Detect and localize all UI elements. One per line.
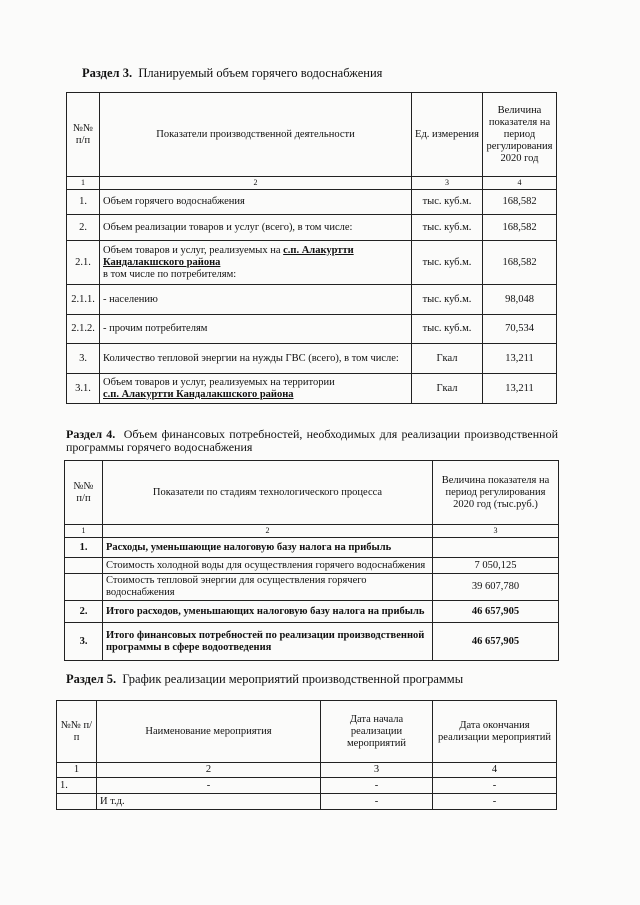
row-num: 2.1.	[67, 241, 100, 285]
row-value: 168,582	[483, 190, 557, 215]
row-value: 98,048	[483, 285, 557, 315]
row-num: 1.	[57, 778, 97, 794]
row-unit: тыс. куб.м.	[412, 190, 483, 215]
row-unit: Гкал	[412, 374, 483, 404]
row-value: 46 657,905	[433, 623, 559, 661]
row-name: Объем горячего водоснабжения	[100, 190, 412, 215]
table-row	[67, 241, 557, 285]
row-name: Объем реализации товаров и услуг (всего), в том числе:	[100, 215, 412, 241]
table-header-row	[57, 701, 557, 763]
header-num: №№ п/п	[67, 93, 100, 177]
table-row	[57, 794, 557, 810]
row-name: - прочим потребителям	[100, 315, 412, 344]
row-name-part: Объем товаров и услуг, реализуемых на	[103, 244, 281, 256]
row-start-date: -	[321, 794, 433, 810]
settlement-name: с.п. Алакуртти Кандалакшского района	[103, 244, 354, 268]
table-row	[65, 538, 559, 558]
table-row	[65, 558, 559, 574]
table-row	[67, 285, 557, 315]
row-num: 2.	[65, 601, 103, 623]
colnum: 3	[433, 525, 559, 538]
row-num: 3.1.	[67, 374, 100, 404]
row-end-date: -	[433, 778, 557, 794]
row-name: И т.д.	[97, 794, 321, 810]
column-number-row	[67, 177, 557, 190]
header-unit: Ед. измерения	[412, 93, 483, 177]
row-unit: тыс. куб.м.	[412, 315, 483, 344]
colnum: 3	[412, 177, 483, 190]
row-name	[100, 241, 412, 285]
header-start-date: Дата начала реализации мероприятий	[321, 701, 433, 763]
row-unit: тыс. куб.м.	[412, 215, 483, 241]
column-number-row	[65, 525, 559, 538]
section5-table	[56, 700, 557, 810]
row-value: 13,211	[483, 344, 557, 374]
row-unit: тыс. куб.м.	[412, 241, 483, 285]
row-num: 2.1.1.	[67, 285, 100, 315]
header-value: Величина показателя на период регулирования 2020 год (тыс.руб.)	[433, 461, 559, 525]
row-value: 7 050,125	[433, 558, 559, 574]
row-name: Стоимость холодной воды для осуществления горячего водоснабжения	[103, 558, 433, 574]
row-num: 1.	[67, 190, 100, 215]
table-header-row	[65, 461, 559, 525]
table-row	[65, 601, 559, 623]
header-name: Наименование мероприятия	[97, 701, 321, 763]
row-name: -	[97, 778, 321, 794]
row-num: 3.	[67, 344, 100, 374]
table-row	[67, 215, 557, 241]
row-name: Итого финансовых потребностей по реализации производственной программы в сфере водоотведения	[103, 623, 433, 661]
header-num: №№ п/п	[57, 701, 97, 763]
table-row	[65, 623, 559, 661]
row-num	[57, 794, 97, 810]
row-name-part: Объем товаров и услуг, реализуемых на территории	[103, 376, 335, 388]
table-row	[65, 574, 559, 601]
row-num: 2.	[67, 215, 100, 241]
row-value: 168,582	[483, 215, 557, 241]
row-end-date: -	[433, 794, 557, 810]
row-value: 70,534	[483, 315, 557, 344]
table-row	[67, 190, 557, 215]
row-name: - населению	[100, 285, 412, 315]
row-value: 13,211	[483, 374, 557, 404]
row-value: 39 607,780	[433, 574, 559, 601]
row-num: 1.	[65, 538, 103, 558]
row-num	[65, 574, 103, 601]
colnum: 4	[433, 763, 557, 778]
colnum: 3	[321, 763, 433, 778]
row-name: Расходы, уменьшающие налоговую базу налога на прибыль	[103, 538, 433, 558]
colnum: 4	[483, 177, 557, 190]
row-unit: тыс. куб.м.	[412, 285, 483, 315]
table-row	[57, 778, 557, 794]
row-name: Стоимость тепловой энергии для осуществления горячего водоснабжения	[103, 574, 433, 601]
header-value: Величина показателя на период регулирования 2020 год	[483, 93, 557, 177]
header-indicator: Показатели производственной деятельности	[100, 93, 412, 177]
table-row	[67, 374, 557, 404]
header-num: №№ п/п	[65, 461, 103, 525]
table-header-row	[67, 93, 557, 177]
row-name-part: в том числе по потребителям:	[103, 268, 237, 280]
row-name: Итого расходов, уменьшающих налоговую базу налога на прибыль	[103, 601, 433, 623]
table-row	[67, 344, 557, 374]
row-value: 46 657,905	[433, 601, 559, 623]
colnum: 1	[65, 525, 103, 538]
colnum: 2	[103, 525, 433, 538]
row-num: 3.	[65, 623, 103, 661]
row-name: Количество тепловой энергии на нужды ГВС (всего), в том числе:	[100, 344, 412, 374]
section5-title: Раздел 5. График реализации мероприятий производственной программы	[66, 672, 464, 686]
column-number-row	[57, 763, 557, 778]
row-start-date: -	[321, 778, 433, 794]
header-stage: Показатели по стадиям технологического процесса	[103, 461, 433, 525]
row-unit: Гкал	[412, 344, 483, 374]
section3-table	[66, 92, 557, 404]
row-value	[433, 538, 559, 558]
colnum: 1	[57, 763, 97, 778]
section3-title: Раздел 3. Планируемый объем горячего водоснабжения	[82, 66, 383, 80]
section4-title: Раздел 4. Объем финансовых потребностей, необходимых для реализации производственной программы горячего водоснабжения	[66, 427, 558, 454]
row-num: 2.1.2.	[67, 315, 100, 344]
colnum: 1	[67, 177, 100, 190]
section4-table	[64, 460, 559, 661]
header-end-date: Дата окончания реализации мероприятий	[433, 701, 557, 763]
row-name	[100, 374, 412, 404]
settlement-name: с.п. Алакуртти Кандалакшского района	[103, 388, 294, 400]
colnum: 2	[97, 763, 321, 778]
colnum: 2	[100, 177, 412, 190]
table-row	[67, 315, 557, 344]
row-num	[65, 558, 103, 574]
row-value: 168,582	[483, 241, 557, 285]
